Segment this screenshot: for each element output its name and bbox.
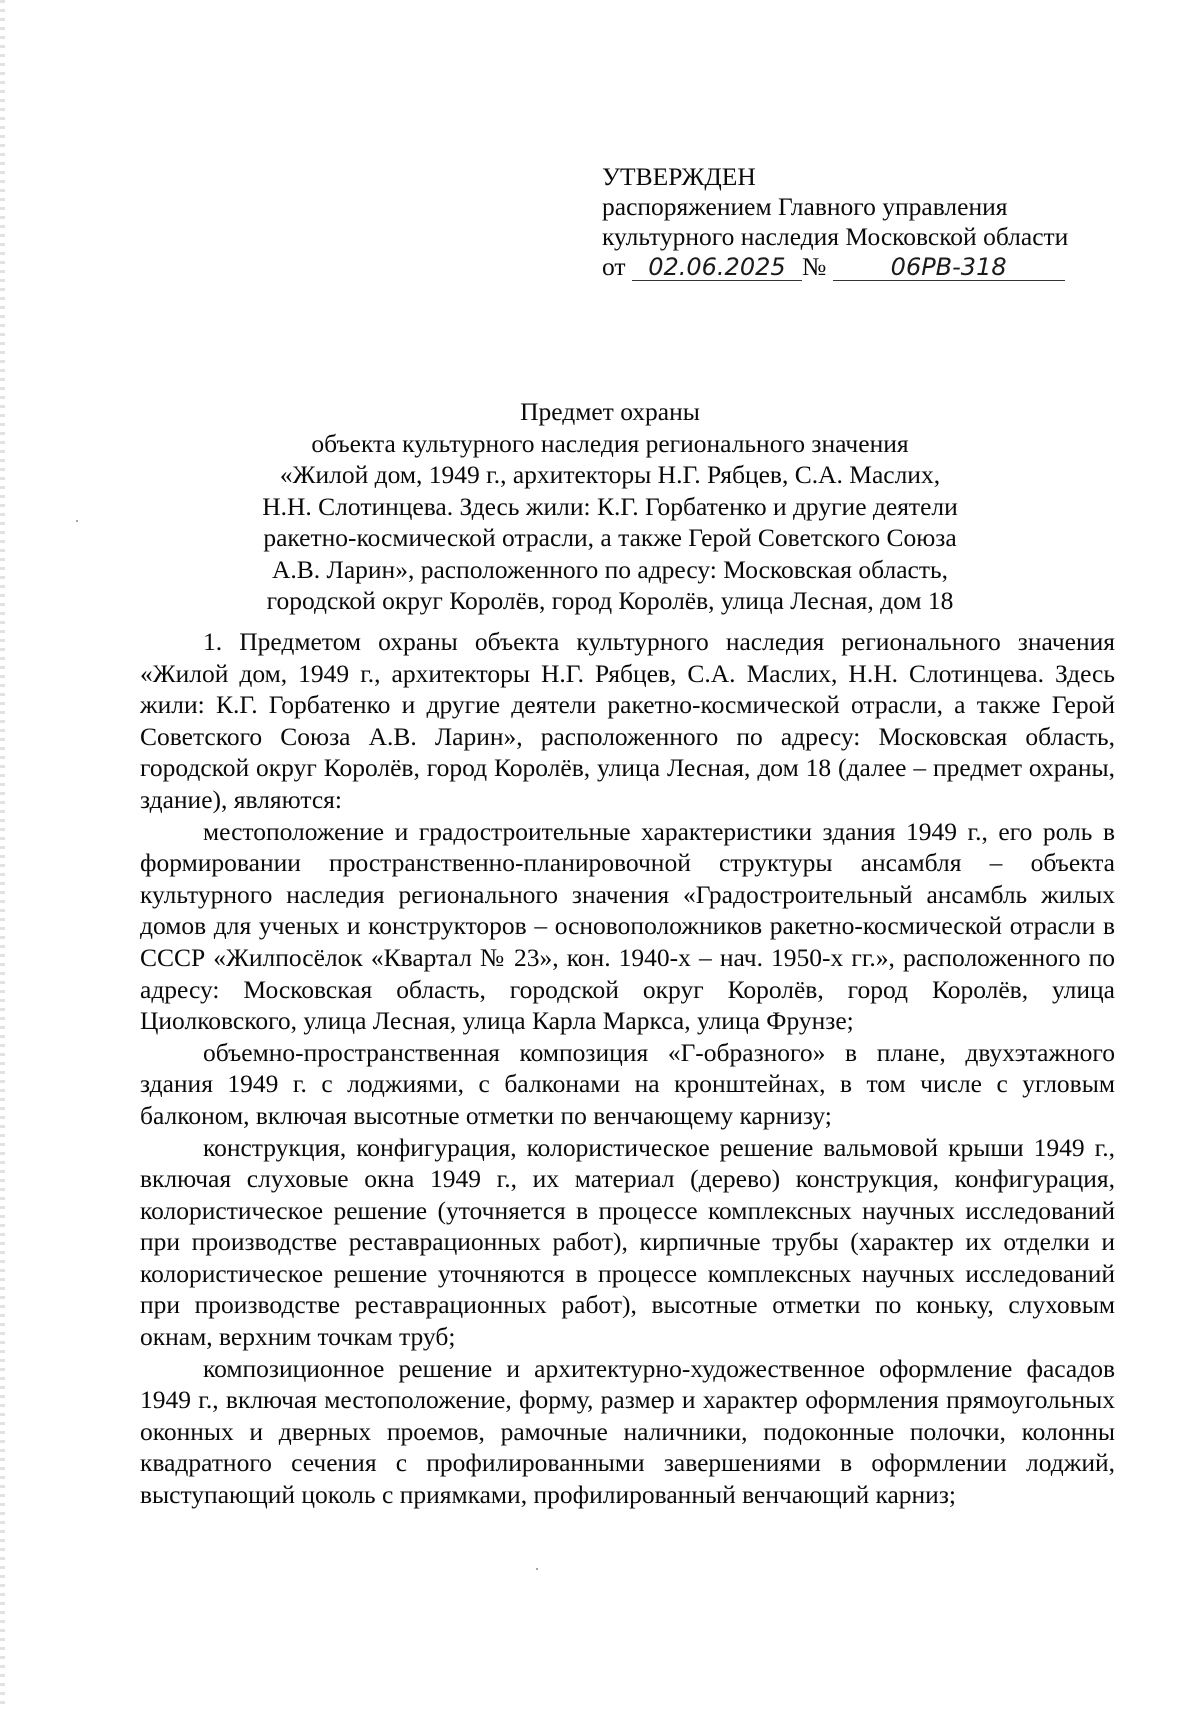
heading-line: объекта культурного наследия регионального значения bbox=[311, 428, 909, 458]
approval-line-1: распоряжением Главного управления bbox=[602, 192, 1008, 221]
heading-title: Предмет охраны bbox=[520, 397, 700, 426]
scan-speck bbox=[536, 1568, 538, 1570]
date-prefix: от bbox=[602, 252, 626, 281]
body-paragraph-roof: конструкция, конфигурация, колористическое решение вальмовой крыши 1949 г., включая слуховые окна 1949 г., их материал (дерево) конструкция, конфигурация, колористическое решение (уточняется в процессе комплексных научных исследований при производстве реставрационных работ), кирпичные трубы (характер их отделки и колористическое решение уточняются в процессе комплексных научных исследований при производстве реставрационных работ), высотные отметки по коньку, слуховым окнам, верхним точкам труб; bbox=[140, 1132, 1115, 1352]
handwritten-date: 02.06.2025 bbox=[632, 254, 802, 281]
number-prefix: № bbox=[801, 252, 827, 281]
heading-line: городской округ Королёв, город Королёв, улица Лесная, дом 18 bbox=[266, 586, 954, 615]
body-paragraph-composition: объемно-пространственная композиция «Г-образного» в плане, двухэтажного здания 1949 г. с лоджиями, с балконами на кронштейнах, в том числе с угловым балконом, включая высотные отметки по венчающему карнизу; bbox=[140, 1037, 1115, 1130]
heading-line: А.В. Ларин», расположенного по адресу: Московская область, bbox=[271, 554, 949, 584]
scan-speck bbox=[76, 520, 78, 522]
approval-line-2: культурного наследия Московской области bbox=[602, 222, 1069, 251]
approval-stamp bbox=[602, 162, 1068, 282]
approval-status: УТВЕРЖДЕН bbox=[602, 162, 756, 191]
heading-line: ракетно-космической отрасли, а также Герой Советского Союза bbox=[263, 523, 957, 552]
heading-line: «Жилой дом, 1949 г., архитекторы Н.Г. Рябцев, С.А. Маслих, bbox=[279, 460, 941, 489]
scan-edge bbox=[0, 0, 5, 1709]
handwritten-number: 06РВ-318 bbox=[833, 254, 1065, 281]
approval-date-number-row bbox=[602, 252, 1068, 282]
document-heading bbox=[150, 396, 1070, 617]
body-paragraph-location: местоположение и градостроительные характеристики здания 1949 г., его роль в формировании пространственно-планировочной структуры ансамбля – объекта культурного наследия регионального значения «Градостроительный ансамбль жилых домов для ученых и конструкторов – основоположников ракетно-космической отрасли в СССР «Жилпосёлок «Квартал № 23», кон. 1940-х – нач. 1950-х гг.», расположенного по адресу: Московская область, городской округ Королёв, город Королёв, улица Циолковского, улица Лесная, улица Карла Маркса, улица Фрунзе; bbox=[140, 816, 1115, 1036]
body-paragraph-1: 1. Предметом охраны объекта культурного наследия регионального значения «Жилой дом, 1949 г., архитекторы Н.Г. Рябцев, С.А. Маслих, Н.Н. Слотинцева. Здесь жили: К.Г. Горбатенко и другие деятели ракетно-космической отрасли, а также Герой Советского Союза А.В. Ларин», расположенного по адресу: Московская область, городской округ Королёв, город Королёв, улица Лесная, дом 18 (далее – предмет охраны, здание), являются: bbox=[140, 627, 1115, 814]
document-body bbox=[140, 626, 1115, 1511]
heading-line: Н.Н. Слотинцева. Здесь жили: К.Г. Горбатенко и другие деятели bbox=[262, 491, 958, 521]
body-paragraph-facades: композиционное решение и архитектурно-художественное оформление фасадов 1949 г., включая местоположение, форму, размер и характер оформления прямоугольных оконных и дверных проемов, рамочные наличники, подоконные полочки, колонны квадратного сечения с профилированными завершениями в оформлении лоджий, выступающий цоколь с приямками, профилированный венчающий карниз; bbox=[140, 1353, 1115, 1510]
